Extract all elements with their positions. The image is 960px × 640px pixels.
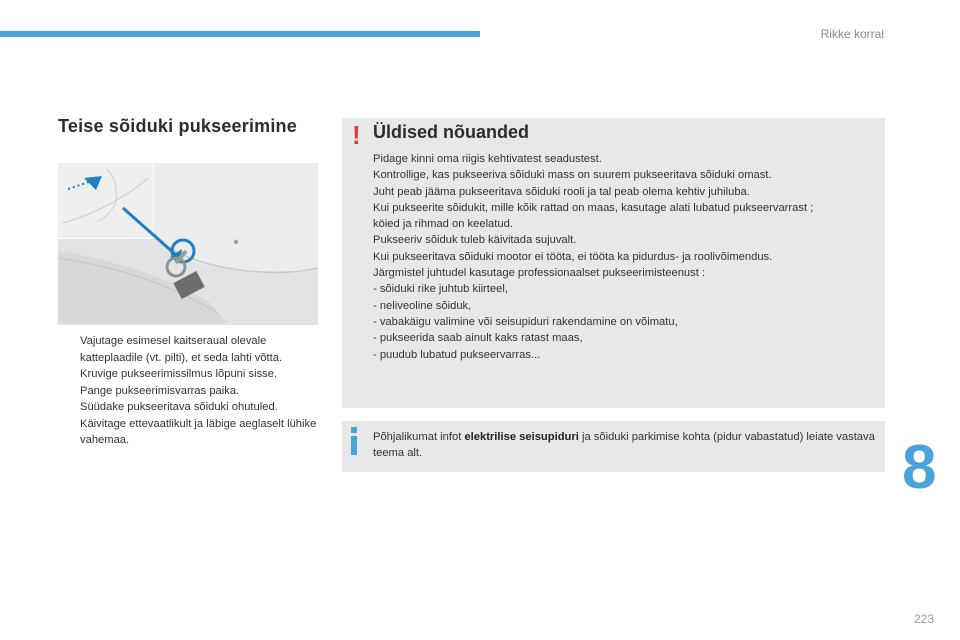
advice-line: Järgmistel juhtudel kasutage professionaalset pukseerimisteenust : — [373, 267, 706, 280]
advice-line: Kontrollige, kas pukseeriva sõiduki mass on suurem pukseeritava sõiduki omast. — [373, 169, 772, 182]
advice-line: - puudub lubatud pukseervarras... — [373, 348, 541, 361]
advice-line: - pukseerida saab ainult kaks ratast maas, — [373, 332, 583, 345]
section-title: Rikke korral — [820, 27, 884, 41]
list-item: Käivitage ettevaatlikult ja läbige aeglaselt lühike vahemaa. — [80, 417, 317, 446]
header-accent-bar — [0, 31, 480, 37]
page-title: Teise sõiduki pukseerimine — [58, 116, 297, 136]
chapter-number: 8 — [902, 433, 937, 502]
advice-line: Kui pukseeritava sõiduki mootor ei tööta, ei tööta ka pidurdus- ja roolivõimendus. — [373, 250, 773, 263]
info-icon — [350, 427, 358, 457]
page-number: 223 — [914, 612, 935, 626]
advice-line: Juht peab jääma pukseeritava sõiduki rooli ja tal peab olema kehtiv juhiluba. — [373, 185, 750, 198]
info-text: Põhjalikumat infot elektrilise seisupiduri ja sõiduki parkimise kohta (pidur vabastatud) leiate vastava teema alt. — [373, 431, 875, 460]
list-item: Pange pukseerimisvarras paika. — [80, 384, 240, 397]
advice-line: - vabakäigu valimine või seisupiduri rakendamine on võimatu, — [373, 315, 678, 328]
warning-exclamation-icon: ! — [352, 120, 361, 150]
general-advice-title: Üldised nõuanded — [373, 122, 530, 142]
advice-line: Pukseeriv sõiduk tuleb käivitada sujuvalt. — [373, 234, 577, 247]
advice-line: - sõiduki rike juhtub kiirteel, — [373, 283, 508, 296]
general-advice-box — [342, 118, 885, 408]
advice-line: Kui pukseerite sõidukit, mille kõik rattad on maas, kasutage alati lubatud pukseervarrast ; — [373, 201, 814, 214]
towing-eye-illustration — [58, 163, 318, 325]
info-bold-term: elektrilise seisupiduri — [464, 431, 579, 443]
advice-line: Pidage kinni oma riigis kehtivatest seadustest. — [373, 153, 602, 165]
info-box — [342, 421, 885, 472]
advice-line: - neliveoline sõiduk, — [373, 299, 472, 312]
list-item: Vajutage esimesel kaitseraual olevale katteplaadile (vt. pilti), et seda lahti võtta. — [80, 335, 283, 364]
list-item: Süüdake pukseeritava sõiduki ohutuled. — [80, 401, 278, 413]
general-advice-text — [373, 151, 878, 363]
towing-eye-drawing — [58, 163, 318, 325]
list-item: Kruvige pukseerimissilmus lõpuni sisse. — [80, 368, 278, 380]
advice-line: köied ja rihmad on keelatud. — [373, 218, 513, 231]
towing-steps-list — [58, 333, 328, 449]
